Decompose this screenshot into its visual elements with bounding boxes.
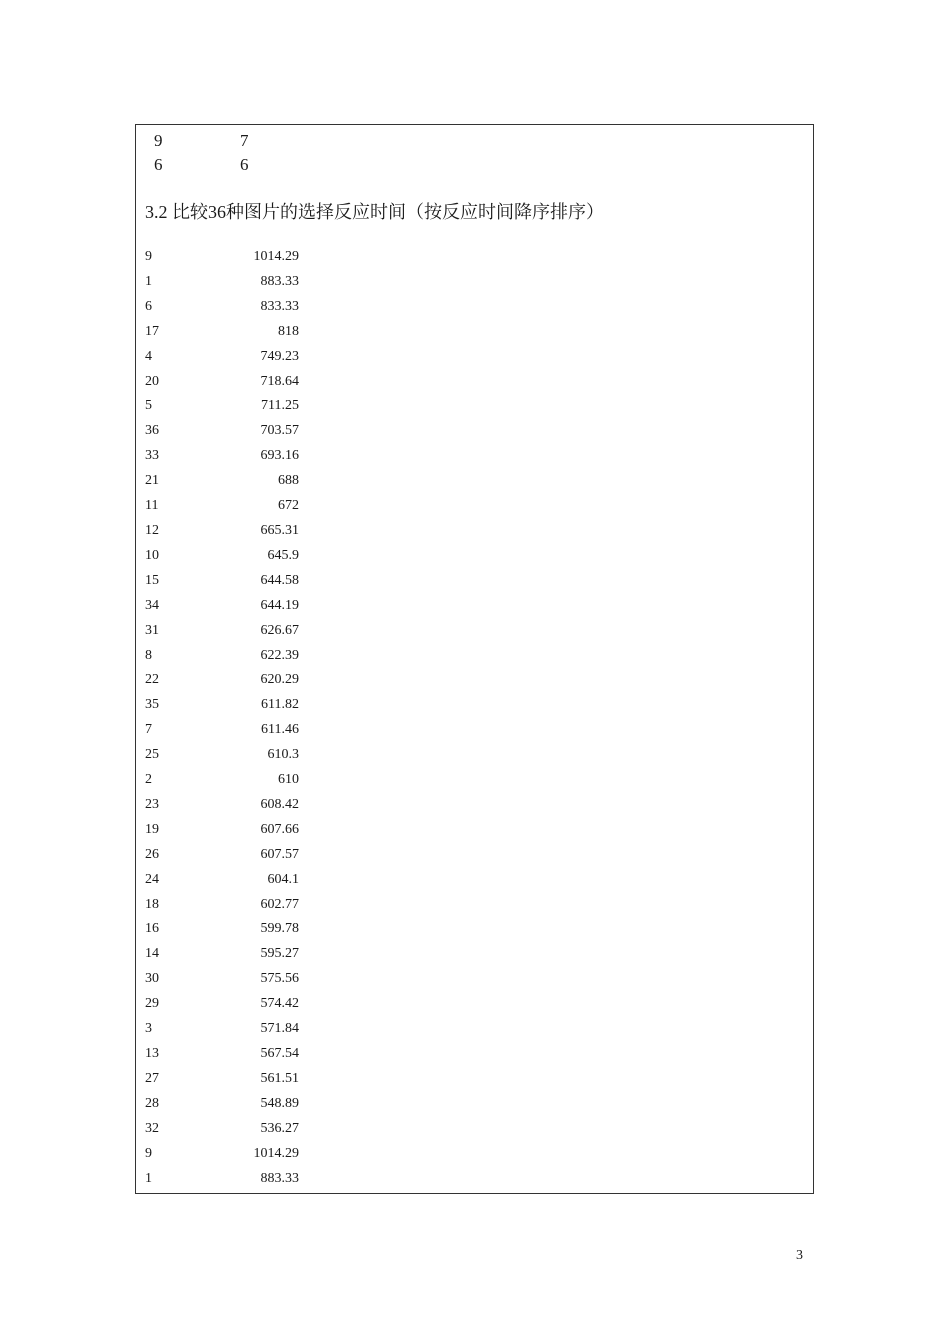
table-row xyxy=(145,270,299,295)
reaction-time-cell: 575.56 xyxy=(260,971,299,987)
image-id-cell: 1 xyxy=(145,1170,152,1186)
reaction-time-cell: 608.42 xyxy=(260,796,299,812)
image-id-cell: 16 xyxy=(145,921,159,937)
content-frame xyxy=(135,124,814,1194)
table-row xyxy=(145,295,299,320)
image-id-cell: 5 xyxy=(145,398,152,414)
reaction-time-cell: 599.78 xyxy=(260,921,299,937)
image-id-cell: 30 xyxy=(145,971,159,987)
table-row xyxy=(145,469,299,494)
image-id-cell: 36 xyxy=(145,423,159,439)
image-id-cell: 9 xyxy=(145,249,152,264)
image-id-cell: 27 xyxy=(145,1070,159,1086)
table-row xyxy=(145,718,299,743)
image-id-cell: 21 xyxy=(145,473,159,489)
image-id-cell: 22 xyxy=(145,672,159,688)
reaction-time-cell: 536.27 xyxy=(260,1120,299,1136)
table-row xyxy=(145,693,299,718)
reaction-time-cell: 610 xyxy=(278,772,299,788)
image-id-cell: 18 xyxy=(145,896,159,912)
table-row xyxy=(145,444,299,469)
section-title: 3.2 比较36种图片的选择反应时间（按反应时间降序排序） xyxy=(145,202,604,222)
reaction-time-cell: 703.57 xyxy=(260,423,299,439)
table-row xyxy=(145,992,299,1017)
reaction-time-cell: 818 xyxy=(278,323,299,339)
table-row xyxy=(145,967,299,992)
reaction-time-table-body xyxy=(145,245,299,1191)
image-id-cell: 19 xyxy=(145,821,159,837)
top-rows xyxy=(154,129,280,177)
table-row xyxy=(145,893,299,918)
table-row xyxy=(145,394,299,419)
image-id-cell: 23 xyxy=(145,796,159,812)
table-row xyxy=(145,668,299,693)
table-row xyxy=(145,1092,299,1117)
reaction-time-cell: 604.1 xyxy=(267,871,299,887)
top-row-col-a: 9 xyxy=(154,131,163,150)
image-id-cell: 2 xyxy=(145,772,152,788)
reaction-time-cell: 883.33 xyxy=(260,273,299,289)
reaction-time-cell: 611.82 xyxy=(261,697,299,713)
reaction-time-cell: 883.33 xyxy=(260,1170,299,1186)
table-row xyxy=(145,370,299,395)
reaction-time-cell: 567.54 xyxy=(260,1046,299,1061)
table-row xyxy=(145,345,299,370)
reaction-time-cell: 665.31 xyxy=(260,522,299,538)
reaction-time-cell: 610.3 xyxy=(267,747,299,763)
reaction-time-cell: 833.33 xyxy=(260,298,299,314)
image-id-cell: 20 xyxy=(145,373,159,389)
table-row xyxy=(145,942,299,967)
table-row xyxy=(145,843,299,868)
reaction-time-cell: 571.84 xyxy=(260,1021,299,1037)
image-id-cell: 26 xyxy=(145,846,159,862)
image-id-cell: 17 xyxy=(145,323,159,339)
table-row xyxy=(145,419,299,444)
table-row xyxy=(145,1067,299,1092)
reaction-time-cell: 1014.29 xyxy=(253,249,299,264)
table-row xyxy=(145,1142,299,1167)
table-row xyxy=(145,1167,299,1192)
reaction-time-cell: 574.42 xyxy=(260,996,299,1012)
table-row xyxy=(145,494,299,519)
reaction-time-cell: 548.89 xyxy=(260,1095,299,1111)
top-row xyxy=(154,153,280,177)
table-row xyxy=(145,544,299,569)
table-row xyxy=(145,519,299,544)
table-row xyxy=(145,644,299,669)
reaction-time-cell: 644.58 xyxy=(260,572,299,588)
table-row xyxy=(145,1117,299,1142)
image-id-cell: 4 xyxy=(145,348,152,364)
top-row-col-a: 6 xyxy=(154,155,163,174)
table-row xyxy=(145,868,299,893)
image-id-cell: 31 xyxy=(145,622,159,638)
table-row xyxy=(145,594,299,619)
top-row xyxy=(154,129,280,153)
image-id-cell: 1 xyxy=(145,273,152,289)
reaction-time-table xyxy=(145,245,299,1191)
image-id-cell: 6 xyxy=(145,298,152,314)
reaction-time-cell: 645.9 xyxy=(267,547,299,563)
table-row xyxy=(145,793,299,818)
image-id-cell: 15 xyxy=(145,572,159,588)
reaction-time-cell: 626.67 xyxy=(260,622,299,638)
image-id-cell: 13 xyxy=(145,1046,159,1061)
reaction-time-cell: 693.16 xyxy=(260,448,299,464)
table-row xyxy=(145,245,299,270)
image-id-cell: 14 xyxy=(145,946,159,962)
image-id-cell: 8 xyxy=(145,647,152,663)
image-id-cell: 34 xyxy=(145,597,159,613)
reaction-time-cell: 607.57 xyxy=(260,846,299,862)
table-row xyxy=(145,1042,299,1067)
top-row-col-b: 6 xyxy=(240,155,249,174)
table-row xyxy=(145,768,299,793)
image-id-cell: 10 xyxy=(145,547,159,563)
image-id-cell: 9 xyxy=(145,1145,152,1161)
reaction-time-cell: 602.77 xyxy=(260,896,299,912)
reaction-time-cell: 607.66 xyxy=(260,821,299,837)
image-id-cell: 24 xyxy=(145,871,159,887)
reaction-time-cell: 595.27 xyxy=(260,946,299,962)
table-row xyxy=(145,743,299,768)
reaction-time-cell: 711.25 xyxy=(261,398,299,414)
image-id-cell: 25 xyxy=(145,747,159,763)
image-id-cell: 32 xyxy=(145,1120,159,1136)
image-id-cell: 12 xyxy=(145,522,159,538)
image-id-cell: 7 xyxy=(145,722,152,738)
page-number: 3 xyxy=(796,1248,803,1263)
image-id-cell: 11 xyxy=(145,498,159,514)
image-id-cell: 28 xyxy=(145,1095,159,1111)
table-row xyxy=(145,619,299,644)
top-row-col-b: 7 xyxy=(240,131,249,150)
table-row xyxy=(145,1017,299,1042)
image-id-cell: 29 xyxy=(145,996,159,1012)
reaction-time-cell: 688 xyxy=(278,473,299,489)
reaction-time-cell: 561.51 xyxy=(260,1070,299,1086)
table-row xyxy=(145,569,299,594)
reaction-time-cell: 611.46 xyxy=(261,722,299,738)
table-row xyxy=(145,917,299,942)
table-row xyxy=(145,818,299,843)
reaction-time-cell: 749.23 xyxy=(260,348,299,364)
table-row xyxy=(145,320,299,345)
reaction-time-cell: 622.39 xyxy=(260,647,299,663)
reaction-time-cell: 1014.29 xyxy=(253,1145,299,1161)
reaction-time-cell: 644.19 xyxy=(260,597,299,613)
reaction-time-cell: 718.64 xyxy=(260,373,299,389)
reaction-time-cell: 620.29 xyxy=(260,672,299,688)
reaction-time-cell: 672 xyxy=(278,498,299,514)
image-id-cell: 35 xyxy=(145,697,159,713)
image-id-cell: 33 xyxy=(145,448,159,464)
image-id-cell: 3 xyxy=(145,1021,152,1037)
